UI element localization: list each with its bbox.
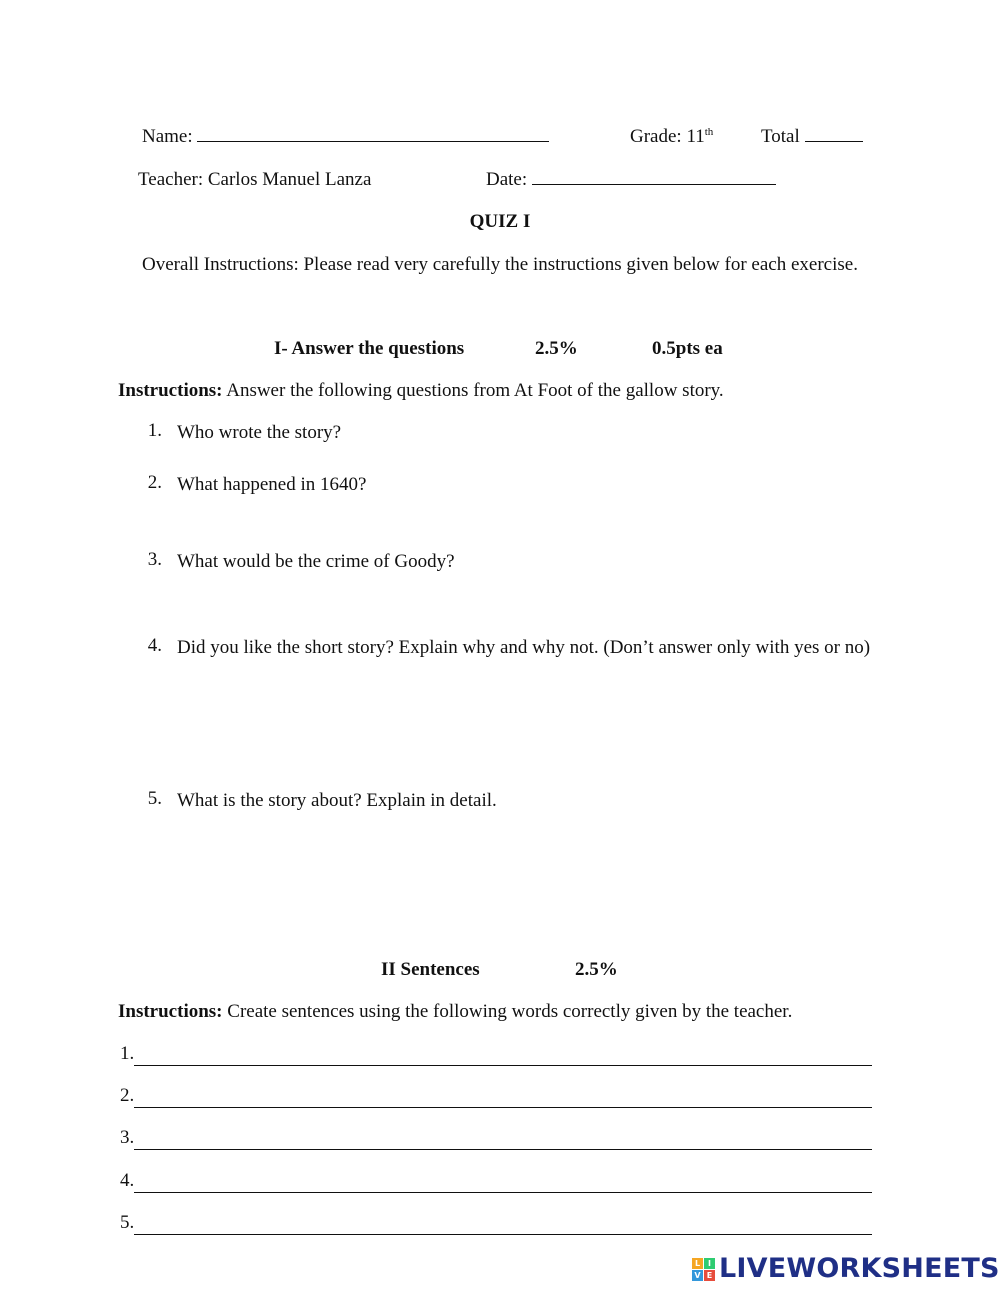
- section2-instructions: [118, 1000, 792, 1024]
- section1-percent: 2.5%: [535, 338, 578, 359]
- question-text: What is the story about? Explain in detail.: [177, 790, 497, 811]
- sentence-blank[interactable]: [134, 1174, 872, 1193]
- date-blank[interactable]: [532, 168, 776, 185]
- sentence-line: [120, 1211, 872, 1235]
- sentence-number: 2.: [120, 1085, 135, 1106]
- section2-instructions-text: Create sentences using the following words correctly given by the teacher.: [222, 1001, 793, 1022]
- name-label: Name:: [142, 126, 193, 147]
- question-text: Who wrote the story?: [177, 422, 342, 443]
- date-label: Date:: [486, 169, 528, 190]
- question-text: What would be the crime of Goody?: [177, 551, 455, 572]
- total-field: [761, 125, 863, 149]
- section1-instructions-text: Answer the following questions from At Foot of the gallow story.: [222, 380, 724, 401]
- section1-points: 0.5pts ea: [652, 338, 723, 359]
- sentence-line: [120, 1169, 872, 1193]
- quiz-title: QUIZ I: [469, 211, 531, 232]
- sentence-line: [120, 1042, 872, 1066]
- question-text: Did you like the short story? Explain why and why not. (Don’t answer only with yes or no): [177, 637, 871, 658]
- sentence-blank[interactable]: [134, 1047, 872, 1066]
- total-label: Total: [761, 126, 800, 147]
- grade-field: [630, 125, 713, 149]
- date-field: [486, 168, 776, 192]
- sentence-number: 5.: [120, 1212, 135, 1233]
- question-number: 4.: [147, 635, 162, 656]
- section1-heading: I- Answer the questions: [274, 338, 465, 359]
- question-number: 1.: [147, 420, 162, 441]
- logo-mark-icon: [692, 1258, 715, 1281]
- liveworksheets-logo: [692, 1254, 1000, 1284]
- question-number: 2.: [147, 472, 162, 493]
- section2-percent: 2.5%: [575, 959, 618, 980]
- sentence-line: [120, 1126, 872, 1150]
- sentence-number: 4.: [120, 1170, 135, 1191]
- section1-instructions: [118, 379, 724, 403]
- sentence-blank[interactable]: [134, 1131, 872, 1150]
- sentence-number: 3.: [120, 1127, 135, 1148]
- logo-mark-cell: E: [704, 1270, 715, 1281]
- sentence-line: [120, 1084, 872, 1108]
- sentence-blank[interactable]: [134, 1216, 872, 1235]
- section2-heading: II Sentences: [381, 959, 480, 980]
- name-field: [142, 125, 549, 149]
- overall-instructions: Overall Instructions: Please read very carefully the instructions given below for each exercise.: [142, 254, 858, 275]
- logo-mark-cell: L: [692, 1258, 703, 1269]
- grade-label: Grade: 11: [630, 126, 705, 147]
- section2-instructions-label: Instructions:: [118, 1001, 223, 1022]
- total-blank[interactable]: [805, 125, 863, 142]
- question-number: 3.: [147, 549, 162, 570]
- sentence-number: 1.: [120, 1043, 135, 1064]
- name-blank[interactable]: [197, 125, 549, 142]
- question-text: What happened in 1640?: [177, 474, 367, 495]
- logo-mark-cell: V: [692, 1270, 703, 1281]
- logo-text: LIVEWORKSHEETS: [719, 1253, 1000, 1284]
- sentence-blank[interactable]: [134, 1089, 872, 1108]
- section1-instructions-label: Instructions:: [118, 380, 223, 401]
- grade-suffix: th: [704, 126, 714, 138]
- logo-mark-cell: I: [704, 1258, 715, 1269]
- question-number: 5.: [147, 788, 162, 809]
- teacher-line: Teacher: Carlos Manuel Lanza: [138, 169, 372, 190]
